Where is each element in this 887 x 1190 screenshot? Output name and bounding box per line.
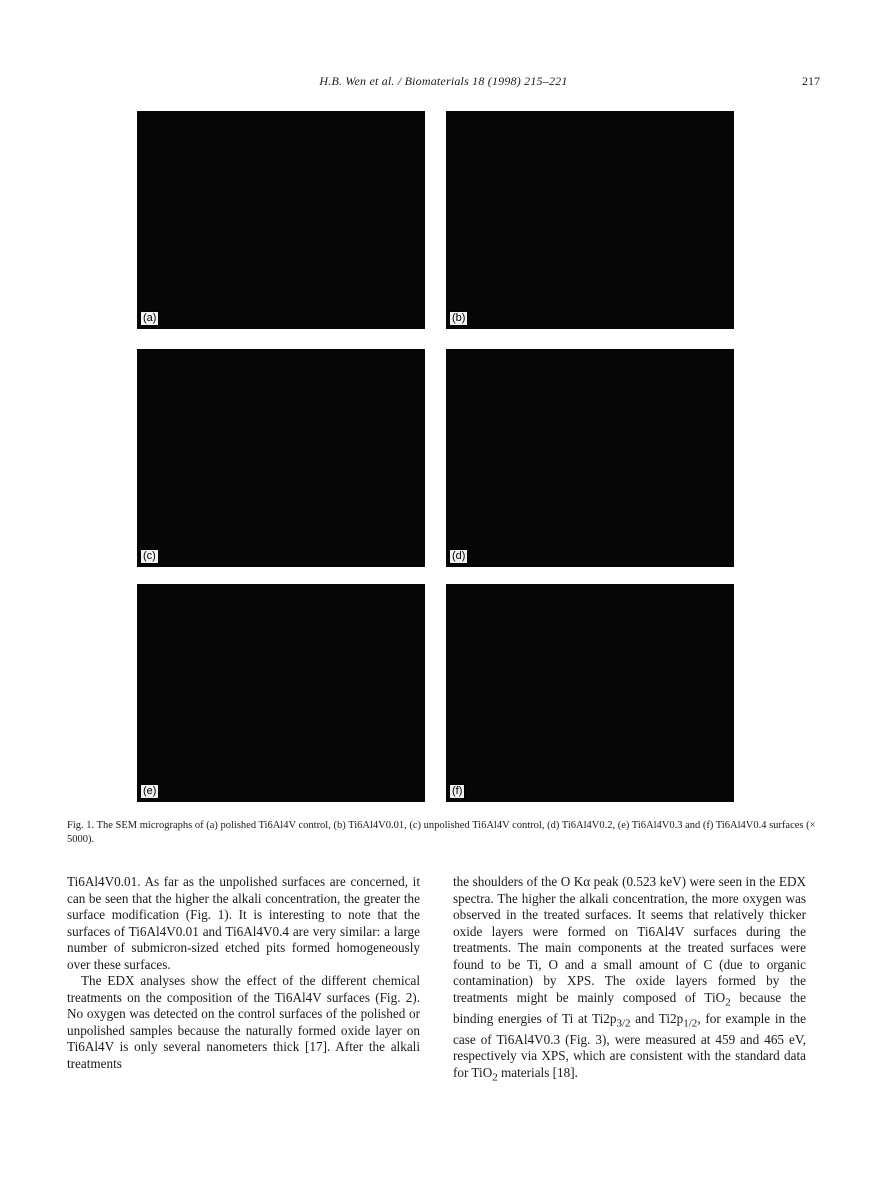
text-run: , for example in the case of Ti6Al4V0.3 (Fig. 3), were measured at 459 and 465 eV, respectively via XPS, which are consistent with the standard data for TiO [453,1010,807,1080]
subscript: 3/2 [616,1017,631,1030]
paragraph: The EDX analyses show the effect of the different chemical treatments on the composition of the Ti6Al4V surfaces (Fig. 2). No oxygen was detected on the control surfaces of the polished or unpolished samples because the naturally formed oxide layer on Ti6Al4V is only several nanometers thick [17]. After the alkali treatments [67,973,420,1071]
sem-panel-f [446,584,734,802]
sem-panel-a [137,111,425,329]
panel-label-e: (e) [140,784,159,799]
sem-panel-e [137,584,425,802]
running-title: H.B. Wen et al. / Biomaterials 18 (1998) 215–221 [319,74,568,88]
text-run: the shoulders of the O Kα peak (0.523 keV) were seen in the EDX spectra. The higher the alkali concentration, the more oxygen was observed in the treated surfaces. It seems that relatively thicker oxide layers were formed on Ti6Al4V surfaces during the treatments. The main components at the treated surfaces were found to be Ti, O and a small amount of C (due to organic contamination) by XPS. The oxide layers formed by the treatments might be mainly composed of TiO [453,874,806,1005]
panel-label-b: (b) [449,311,468,326]
text-run: and Ti2p [630,1010,684,1026]
sem-panel-b [446,111,734,329]
panel-label-f: (f) [449,784,465,799]
body-column-left [67,874,420,1072]
figure-caption: Fig. 1. The SEM micrographs of (a) polished Ti6Al4V control, (b) Ti6Al4V0.01, (c) unpolished Ti6Al4V control, (d) Ti6Al4V0.2, (e) Ti6Al4V0.3 and (f) Ti6Al4V0.4 surfaces (× 5000). [67,820,816,845]
text-run: because the binding energies of Ti at Ti2p [453,989,806,1026]
text-run: materials [18]. [497,1064,578,1080]
panel-label-d: (d) [449,549,468,564]
page-number: 217 [802,74,820,88]
sem-panel-d [446,349,734,567]
paragraph [453,874,806,1086]
paragraph: Ti6Al4V0.01. As far as the unpolished surfaces are concerned, it can be seen that the higher the alkali concentration, the greater the surface modification (Fig. 1). It is interesting to note that the surfaces of Ti6Al4V0.01 and Ti6Al4V0.4 are very similar: a large number of submicron-sized etched pits formed homogeneously over these surfaces. [67,874,420,972]
subscript: 2 [492,1071,498,1084]
running-header [0,74,887,94]
body-column-right [453,874,806,1086]
subscript: 1/2 [683,1017,698,1030]
panel-label-a: (a) [140,311,159,326]
sem-panel-c [137,349,425,567]
panel-label-c: (c) [140,549,159,564]
subscript: 2 [725,996,731,1009]
